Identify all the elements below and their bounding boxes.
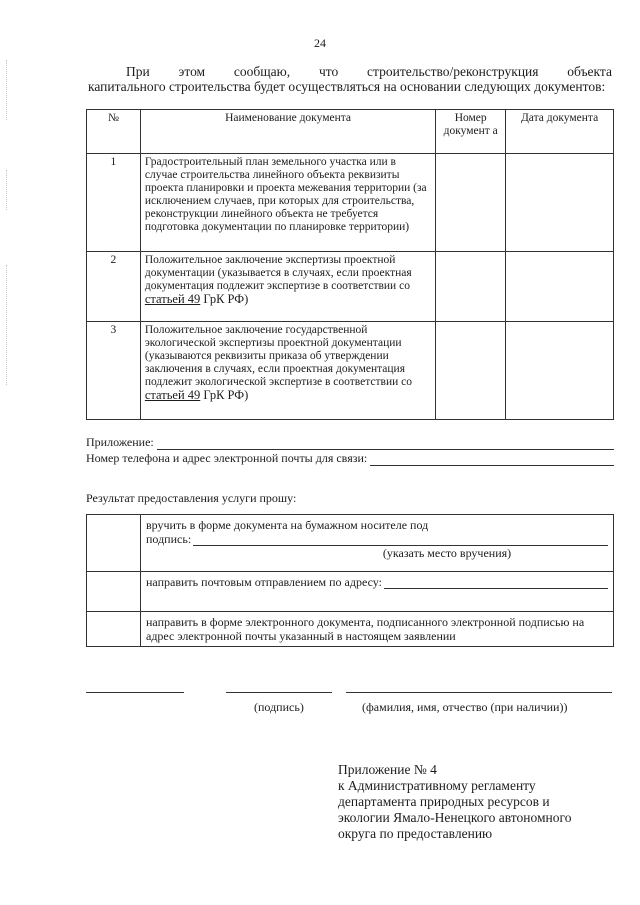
result-options-table (86, 514, 614, 647)
row-num: 2 (87, 252, 141, 322)
table-header-row (87, 110, 614, 154)
result-label: Результат предоставления услуги прошу: (86, 491, 297, 505)
signature-caption: (подпись) (254, 700, 304, 714)
option-checkbox-cell[interactable] (87, 612, 141, 647)
margin-scan-marks (6, 170, 7, 210)
date-signature-line[interactable] (86, 692, 184, 693)
header-name: Наименование документа (140, 110, 435, 154)
result-option-row (87, 612, 614, 647)
intro-paragraph (88, 64, 612, 94)
option-text: направить почтовым отправлением по адресу: (141, 572, 614, 612)
row-document-name: Градостроительный план земельного участка или в случае строительства линейного объекта реквизиты проекта планировки и проекта межевания территории (за исключением случаев, при которых для строительства, реконструкции линейного объекта не требуется подготовка документации по планировке территории) (140, 154, 435, 252)
law-link[interactable]: статьей 49 (144, 388, 201, 402)
row-doc-number-cell[interactable] (436, 252, 506, 322)
header-number: Номер документ а (436, 110, 506, 154)
intro-first-line: При этом сообщаю, что строительство/реконструкция объекта (126, 64, 612, 79)
option-text: направить в форме электронного документа, подписанного электронной подписью на адрес электронной почты указанный в настоящем заявлении (141, 612, 614, 647)
row-doc-date-cell[interactable] (506, 322, 614, 420)
documents-table (86, 109, 614, 420)
row-doc-number-cell[interactable] (436, 154, 506, 252)
intro-rest: капитального строительства будет осуществляться на основании следующих документов: (88, 79, 606, 94)
attachment-label: Приложение: (86, 435, 154, 449)
law-link[interactable]: статьей 49 (144, 292, 201, 306)
row-doc-date-cell[interactable] (506, 252, 614, 322)
row-doc-date-cell[interactable] (506, 154, 614, 252)
row-document-name: Положительное заключение экспертизы проектной документации (указывается в случаях, если проектная документация подлежит экспертизе в соответствии со статьей 49 ГрК РФ) (140, 252, 435, 322)
attachment-line (86, 435, 614, 450)
result-option-row (87, 515, 614, 572)
delivery-place-input-line[interactable] (193, 536, 608, 546)
page-number: 24 (314, 36, 326, 50)
attachment-input-line[interactable] (157, 440, 614, 450)
full-name-line[interactable] (346, 692, 612, 693)
row-num: 3 (87, 322, 141, 420)
postal-address-input-line[interactable] (384, 579, 608, 589)
margin-scan-marks (6, 265, 7, 385)
contact-input-line[interactable] (370, 456, 614, 466)
delivery-place-hint: (указать место вручения) (382, 546, 512, 560)
contact-label: Номер телефона и адрес электронной почты для связи: (86, 451, 368, 465)
contact-line (86, 451, 614, 466)
margin-scan-marks (6, 60, 7, 120)
signature-line[interactable] (226, 692, 332, 693)
appendix-heading: Приложение № 4 к Административному регламенту департамента природных ресурсов и экологии Ямало-Ненецкого автономного округа по предоставлению (338, 762, 572, 841)
option-text: вручить в форме документа на бумажном носителе под подпись: (указать место вручения) (141, 515, 614, 572)
row-document-name: Положительное заключение государственной экологической экспертизы проектной документации (указываются реквизиты приказа об утверждении заключения в случаях, если проектная документация подлежит экологической экспертизе в соответствии со статьей 49 ГрК РФ) (140, 322, 435, 420)
option-checkbox-cell[interactable] (87, 515, 141, 572)
table-row (87, 322, 614, 420)
row-doc-number-cell[interactable] (436, 322, 506, 420)
full-name-caption: (фамилия, имя, отчество (при наличии)) (362, 700, 568, 714)
result-option-row (87, 572, 614, 612)
header-date: Дата документа (506, 110, 614, 154)
table-row (87, 154, 614, 252)
option-checkbox-cell[interactable] (87, 572, 141, 612)
table-row (87, 252, 614, 322)
header-num: № (87, 110, 141, 154)
row-num: 1 (87, 154, 141, 252)
